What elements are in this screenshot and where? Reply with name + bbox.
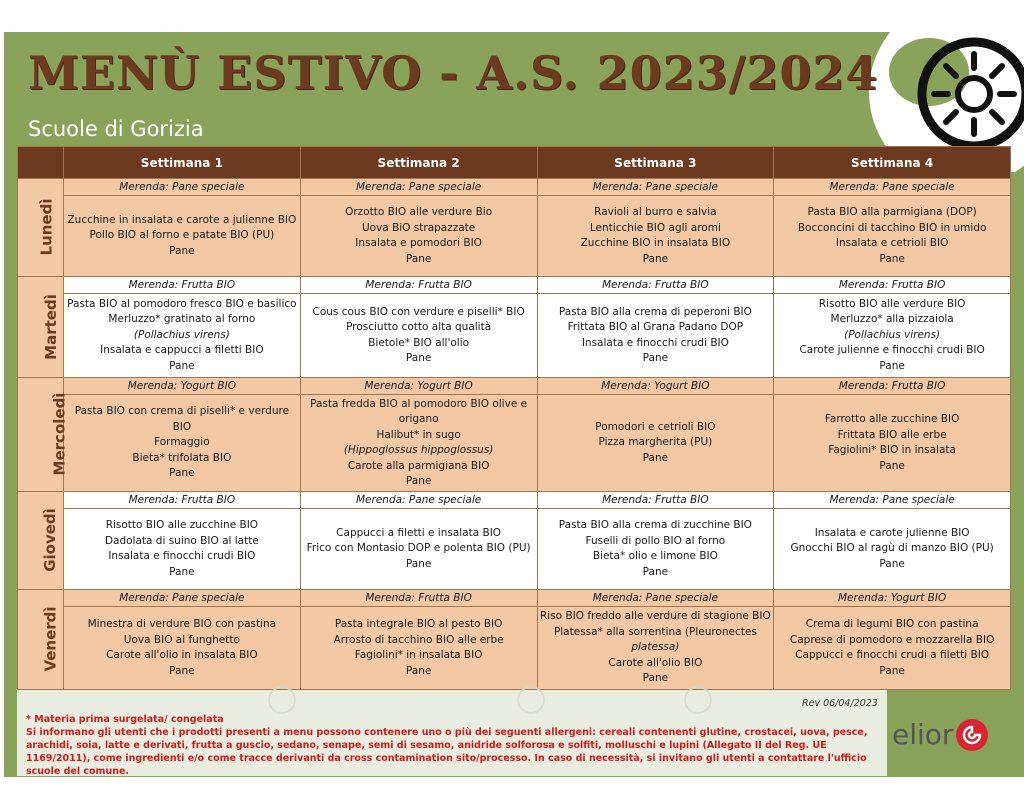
dish-line: Arrosto di tacchino BIO alle erbe xyxy=(333,633,504,646)
dish-line: Fuselli di pollo BIO al forno xyxy=(585,534,726,547)
dish-line: Pane xyxy=(169,467,195,480)
dish-line: Pane xyxy=(879,252,905,265)
dish-line: Ravioli al burro e salvia xyxy=(594,206,717,219)
weekly-menu-table xyxy=(17,146,1011,690)
snack-cell: Merenda: Frutta BIO xyxy=(300,589,537,606)
snack-cell: Merenda: Frutta BIO xyxy=(537,276,774,293)
dish-line: Pane xyxy=(405,475,432,488)
dish-line: Pasta fredda BIO al pomodoro BIO olive e xyxy=(310,397,528,410)
dish-line: Insalata e cappucci a filetti BIO xyxy=(100,344,264,357)
dish-line: Minestra di verdure BIO con pastina xyxy=(87,618,277,631)
dish-line: Frico con Montasio DOP e polenta BIO (PU) xyxy=(306,542,531,555)
snack-cell: Merenda: Pane speciale xyxy=(64,179,301,196)
snack-cell: Merenda: Pane speciale xyxy=(64,589,301,606)
meal-cell xyxy=(537,196,774,277)
dish-line: Dadolata di suino BIO al latte xyxy=(104,534,259,547)
brand-name: elior xyxy=(892,718,954,751)
dish-line: Pane xyxy=(169,359,195,372)
dish-line: Orzotto BIO alle verdure Bio xyxy=(345,206,493,219)
dish-line: Pane xyxy=(169,244,195,257)
day-label xyxy=(18,589,64,689)
dish-line: Pomodori e cetrioli BIO xyxy=(595,420,716,433)
dish-line: Pasta BIO alla parmigiana (DOP) xyxy=(807,206,977,219)
dish-line: origano xyxy=(398,413,439,426)
snack-cell: Merenda: Yogurt BIO xyxy=(64,377,301,394)
dish-line: Uova BIO al funghetto xyxy=(123,633,240,646)
dish-line: BIO xyxy=(172,420,192,433)
meal-cell xyxy=(300,196,537,277)
dish-line: Pasta BIO con crema di piselli* e verdure xyxy=(74,405,290,418)
dish-line: Merluzzo* alla pizzaiola xyxy=(830,313,954,326)
dish-line: Carote all'olio BIO xyxy=(608,656,703,669)
snack-cell: Merenda: Frutta BIO xyxy=(64,276,301,293)
revision-date: Rev 06/04/2023 xyxy=(802,698,878,709)
dish-line: Formaggio xyxy=(154,436,210,449)
dish-line: Riso BIO freddo alle verdure di stagione BIO xyxy=(540,610,771,623)
meal-cell xyxy=(774,607,1011,690)
dish-line: Bietole* BIO all'olio xyxy=(368,336,470,349)
dish-line: Pasta BIO al pomodoro fresco BIO e basilico xyxy=(67,297,297,310)
week-header: Settimana 2 xyxy=(300,147,537,179)
snack-cell: Merenda: Frutta BIO xyxy=(774,377,1011,394)
dish-line: Risotto BIO alle verdure BIO xyxy=(818,297,966,310)
snack-cell: Merenda: Frutta BIO xyxy=(537,492,774,509)
snack-cell: Merenda: Pane speciale xyxy=(300,492,537,509)
snack-cell: Merenda: Pane speciale xyxy=(300,179,537,196)
meal-cell xyxy=(300,395,537,492)
dish-line: Frittata BIO al Grana Padano DOP xyxy=(567,321,744,333)
dish-line: Caprese di pomodoro e mozzarella BIO xyxy=(789,633,995,646)
meal-row xyxy=(18,395,1011,492)
elior-mark-icon xyxy=(956,719,988,751)
meal-cell xyxy=(64,395,301,492)
dish-line: Carote julienne e finocchi crudi BIO xyxy=(799,344,985,357)
snack-cell: Merenda: Pane speciale xyxy=(774,179,1011,196)
meal-row xyxy=(18,294,1011,378)
week-header: Settimana 4 xyxy=(774,147,1011,179)
orange-slice-icon xyxy=(684,686,712,714)
dish-line: Pasta integrale BIO al pesto BIO xyxy=(334,618,503,631)
snack-cell: Merenda: Frutta BIO xyxy=(774,276,1011,293)
day-label xyxy=(18,179,64,277)
dish-line: Platessa* alla sorrentina (Pleuronectes xyxy=(553,625,757,638)
dish-line: Crema di legumi BIO con pastina xyxy=(805,618,979,631)
meal-cell xyxy=(64,509,301,590)
dish-line: platessa) xyxy=(631,641,680,654)
dish-line: Fagiolini* BIO in insalata xyxy=(828,444,956,457)
dish-line: Lenticchie BIO agli aromi xyxy=(589,221,721,234)
page-title: MENÙ ESTIVO - A.S. 2023/2024 xyxy=(28,46,879,100)
meal-cell xyxy=(537,607,774,690)
snack-cell: Merenda: Pane speciale xyxy=(537,179,774,196)
week-header: Settimana 3 xyxy=(537,147,774,179)
day-label xyxy=(18,492,64,590)
dish-line: Cappucci a filetti e insalata BIO xyxy=(336,526,502,539)
dish-line: Pasta BIO alla crema di zucchine BIO xyxy=(558,519,752,532)
dish-line: (Pollachius virens) xyxy=(133,328,230,341)
dish-line: Pane xyxy=(642,352,669,364)
dish-line: (Hippoglossus hippoglossus) xyxy=(343,444,494,457)
dish-line: Bieta* olio e limone BIO xyxy=(592,550,718,563)
snack-row xyxy=(18,492,1011,509)
dish-line: Fagiolini* in insalata BIO xyxy=(354,649,483,662)
snack-cell: Merenda: Pane speciale xyxy=(537,589,774,606)
meal-cell xyxy=(774,395,1011,492)
dish-line: Cous cous BIO con verdure e piselli* BIO xyxy=(312,305,525,318)
dish-line: Pizza margherita (PU) xyxy=(598,436,713,449)
snack-cell: Merenda: Yogurt BIO xyxy=(774,589,1011,606)
dish-line: Gnocchi BIO al ragù di manzo BIO (PU) xyxy=(790,542,994,555)
meal-cell xyxy=(537,294,774,378)
dish-line: Carote all'olio in insalata BIO xyxy=(106,649,258,662)
dish-line: Pane xyxy=(642,672,669,685)
dish-line: Zucchine BIO in insalata BIO xyxy=(580,237,731,250)
dish-line: Carote alla parmigiana BIO xyxy=(347,459,490,472)
dish-line: Insalata e finocchi crudi BIO xyxy=(108,550,256,563)
frozen-note: * Materia prima surgelata/ congelata xyxy=(26,714,224,725)
meal-cell xyxy=(774,196,1011,277)
dish-line: Pane xyxy=(879,557,905,570)
dish-line: Cappucci e finocchi crudi a filetti BIO xyxy=(795,649,990,662)
dish-line: Pane xyxy=(405,252,432,265)
dish-line: Pane xyxy=(642,565,669,578)
dish-line: Prosciutto cotto alta qualità xyxy=(346,321,492,333)
dish-line: (Pollachius virens) xyxy=(844,328,941,341)
snack-cell: Merenda: Frutta BIO xyxy=(64,492,301,509)
dish-line: Insalata e cetrioli BIO xyxy=(835,237,949,250)
dish-line: Pane xyxy=(405,352,432,364)
snack-row xyxy=(18,276,1011,293)
dish-line: Pollo BIO al forno e patate BIO (PU) xyxy=(89,229,275,242)
page-subtitle: Scuole di Gorizia xyxy=(28,117,204,141)
meal-cell xyxy=(774,294,1011,378)
dish-line: Pane xyxy=(405,664,432,677)
dish-line: Pane xyxy=(169,565,195,578)
meal-cell xyxy=(774,509,1011,590)
dish-line: Pane xyxy=(879,359,905,372)
snack-row xyxy=(18,377,1011,394)
table-header-row xyxy=(18,147,1011,179)
day-name: Lunedì xyxy=(37,198,56,256)
dish-line: Insalata e carote julienne BIO xyxy=(814,526,970,539)
allergen-note: Si informano gli utenti che i prodotti presenti a menu possono contenere uno o più dei seguenti allergeni: cereali contenenti glutine, crostacei, uova, pesce, arachidi, soia, latte e derivati, frutta a guscio, sedano, senape, semi di sesamo, anidride solforosa e solfiti, molluschi e lupini (Allegato II del Reg. UE 1169/2011), come ingredienti e/o come tracce derivanti da cross contamination sito/processo. In caso di necessità, si invitano gli utenti a contattare l'ufficio scuole del comune. xyxy=(26,727,868,777)
dish-line: Bieta* trifolata BIO xyxy=(132,451,232,464)
snack-row xyxy=(18,179,1011,196)
snack-cell: Merenda: Frutta BIO xyxy=(300,276,537,293)
meal-cell xyxy=(300,607,537,690)
dish-line: Pane xyxy=(169,664,195,677)
dish-line: Merluzzo* gratinato al forno xyxy=(108,313,256,326)
meal-row xyxy=(18,509,1011,590)
dish-line: Frittata BIO alle erbe xyxy=(837,428,947,441)
meal-cell xyxy=(64,196,301,277)
snack-row xyxy=(18,589,1011,606)
apple-icon xyxy=(517,686,545,714)
meal-cell xyxy=(64,607,301,690)
day-name: Mercoledì xyxy=(50,393,69,476)
dish-line: Pane xyxy=(642,252,669,265)
cherry-icon xyxy=(268,686,296,714)
dish-line: Zucchine in insalata e carote a julienne BIO xyxy=(67,213,297,226)
meal-row xyxy=(18,196,1011,277)
day-label xyxy=(18,377,69,491)
header-corner xyxy=(18,147,64,179)
dish-line: Farrotto alle zucchine BIO xyxy=(824,413,960,426)
day-name: Martedì xyxy=(41,294,60,360)
dish-line: Halibut* in sugo xyxy=(376,428,461,441)
meal-cell xyxy=(300,294,537,378)
week-header: Settimana 1 xyxy=(64,147,301,179)
dish-line: Uova BiO strapazzate xyxy=(361,221,476,234)
meal-cell xyxy=(537,509,774,590)
dish-line: Pane xyxy=(879,664,905,677)
dish-line: Insalata e pomodori BIO xyxy=(355,237,482,250)
day-name: Giovedì xyxy=(40,508,59,573)
dish-line: Pasta BIO alla crema di peperoni BIO xyxy=(558,305,752,318)
meal-cell xyxy=(64,294,301,378)
dish-line: Risotto BIO alle zucchine BIO xyxy=(105,519,259,532)
elior-logo xyxy=(892,718,988,751)
meal-row xyxy=(18,607,1011,690)
day-name: Venerdì xyxy=(41,606,60,673)
snack-cell: Merenda: Yogurt BIO xyxy=(300,377,537,394)
snack-cell: Merenda: Pane speciale xyxy=(774,492,1011,509)
allergen-notes xyxy=(26,713,886,778)
dish-line: Pane xyxy=(879,459,905,472)
dish-line: Pane xyxy=(405,557,432,570)
dish-line: Insalata e finocchi crudi BIO xyxy=(581,336,729,349)
dish-line: Pane xyxy=(642,451,669,464)
day-label xyxy=(18,276,64,377)
snack-cell: Merenda: Yogurt BIO xyxy=(537,377,774,394)
meal-cell xyxy=(300,509,537,590)
dish-line: Bocconcini di tacchino BIO in umido xyxy=(797,221,987,234)
meal-cell xyxy=(537,395,774,492)
